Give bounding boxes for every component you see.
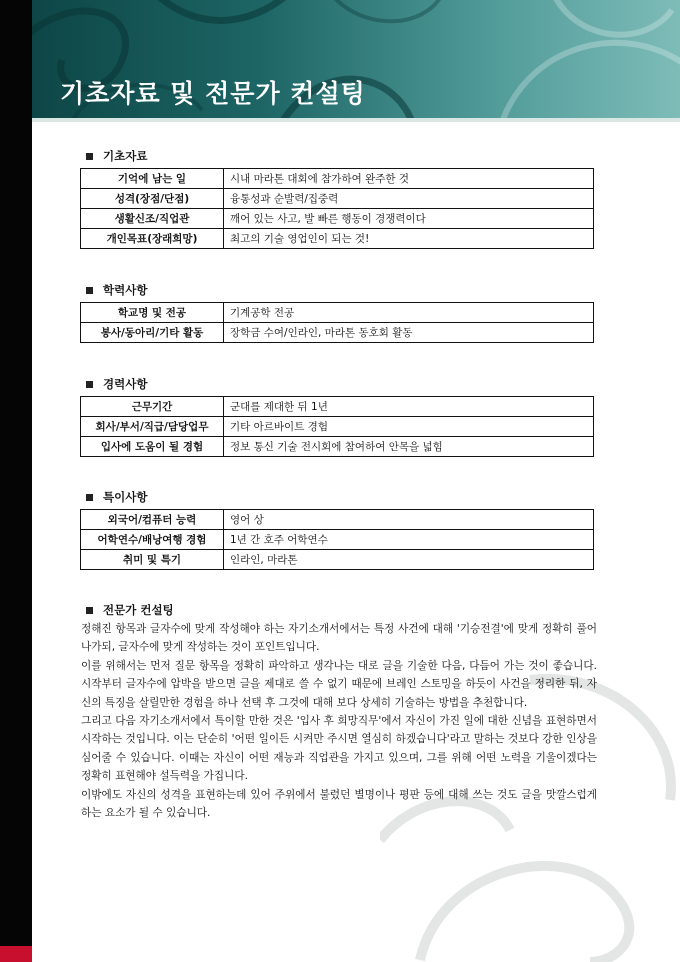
table-row xyxy=(81,209,594,229)
row-value: 인라인, 마라톤 xyxy=(224,550,594,570)
row-label: 기억에 남는 일 xyxy=(81,169,224,189)
row-value: 장학금 수여/인라인, 마라톤 동호회 활동 xyxy=(224,323,594,343)
consulting-paragraph: 정해진 항목과 글자수에 맞게 작성해야 하는 자기소개서에서는 특정 사건에 대해 '기승전결'에 맞게 정확히 풀어나가되, 글자수에 맞게 작성하는 것이 포인트입니다. xyxy=(81,623,597,654)
row-label: 학교명 및 전공 xyxy=(81,303,224,323)
row-label: 성격(장점/단점) xyxy=(81,189,224,209)
row-label: 회사/부서/직급/담당업무 xyxy=(81,417,224,437)
section-title-text: 기초자료 xyxy=(103,149,148,163)
row-value: 영어 상 xyxy=(224,510,594,530)
section-title-text: 특이사항 xyxy=(103,490,148,504)
row-value: 최고의 기술 영업인이 되는 것! xyxy=(224,229,594,249)
page-header xyxy=(32,0,680,122)
section-title-text: 전문가 컨설팅 xyxy=(103,603,174,617)
education-table xyxy=(80,302,594,343)
page-title: 기초자료 및 전문가 컨설팅 xyxy=(60,79,366,108)
section-title-special xyxy=(86,489,147,505)
row-label: 근무기간 xyxy=(81,397,224,417)
bullet-square-icon xyxy=(86,287,93,294)
row-value: 시내 마라톤 대회에 참가하여 완주한 것 xyxy=(224,169,594,189)
table-row xyxy=(81,303,594,323)
row-label: 생활신조/직업관 xyxy=(81,209,224,229)
bullet-square-icon xyxy=(86,607,93,614)
bullet-square-icon xyxy=(86,381,93,388)
row-value: 융통성과 순발력/집중력 xyxy=(224,189,594,209)
row-value: 정보 통신 기술 전시회에 참여하여 안목을 넓힘 xyxy=(224,437,594,457)
row-label: 입사에 도움이 될 경험 xyxy=(81,437,224,457)
table-row xyxy=(81,530,594,550)
section-title-text: 학력사항 xyxy=(103,283,148,297)
left-edge-red-accent xyxy=(0,946,32,962)
table-row xyxy=(81,169,594,189)
row-label: 외국어/컴퓨터 능력 xyxy=(81,510,224,530)
row-label: 취미 및 특기 xyxy=(81,550,224,570)
table-row xyxy=(81,550,594,570)
row-value: 군대를 제대한 뒤 1년 xyxy=(224,397,594,417)
table-row xyxy=(81,397,594,417)
row-label: 개인목표(장래희망) xyxy=(81,229,224,249)
row-value: 기타 아르바이트 경험 xyxy=(224,417,594,437)
row-label: 어학연수/배낭여행 경험 xyxy=(81,530,224,550)
row-value: 기계공학 전공 xyxy=(224,303,594,323)
table-row xyxy=(81,323,594,343)
row-value: 깨어 있는 사고, 발 빠른 행동이 경쟁력이다 xyxy=(224,209,594,229)
bullet-square-icon xyxy=(86,494,93,501)
special-table xyxy=(80,509,594,570)
section-title-basic xyxy=(86,148,147,164)
section-title-text: 경력사항 xyxy=(103,377,148,391)
table-row xyxy=(81,417,594,437)
table-row xyxy=(81,437,594,457)
consulting-paragraph: 이밖에도 자신의 성격을 표현하는데 있어 주위에서 불렸던 별명이나 평판 등에 대해 쓰는 것도 글을 맛깔스럽게 하는 요소가 될 수 있습니다. xyxy=(81,788,597,820)
table-row xyxy=(81,510,594,530)
left-edge-bar xyxy=(0,0,32,962)
basic-info-table xyxy=(80,168,594,249)
consulting-paragraph: 이를 위해서는 먼저 질문 항목을 정확히 파악하고 생각나는 대로 글을 기술한 다음, 다듬어 가는 것이 좋습니다. 시작부터 글자수에 압박을 받으면 글을 제대로 쓸 수 없기 때문에 브레인 스토밍을 하듯이 사건을 정리한 뒤, 자신의 특징을 살릴만한 경험을 하나 선택 후 그것에 대해 보다 상세히 기술하는 방법을 추천합니다. xyxy=(81,659,597,709)
table-row xyxy=(81,189,594,209)
section-title-education xyxy=(86,282,147,298)
bullet-square-icon xyxy=(86,153,93,160)
section-title-career xyxy=(86,376,147,392)
consulting-body xyxy=(81,620,597,822)
row-label: 봉사/동아리/기타 활동 xyxy=(81,323,224,343)
table-row xyxy=(81,229,594,249)
career-table xyxy=(80,396,594,457)
row-value: 1년 간 호주 어학연수 xyxy=(224,530,594,550)
consulting-paragraph: 그리고 다음 자기소개서에서 특이할 만한 것은 '입사 후 희망직무'에서 자신이 가진 일에 대한 신념을 표현하면서 시작하는 것입니다. 이는 단순히 '어떤 일이든 시켜만 주시면 열심히 하겠습니다'라고 말하는 것보다 강한 인상을 심어줄 수 있습니다. 이때는 자신이 어떤 재능과 직업관을 가지고 있으며, 그를 위해 어떤 노력을 기울이겠다는 정확히 표현해야 설득력을 가집니다. xyxy=(81,715,597,783)
section-title-consulting xyxy=(86,602,174,618)
